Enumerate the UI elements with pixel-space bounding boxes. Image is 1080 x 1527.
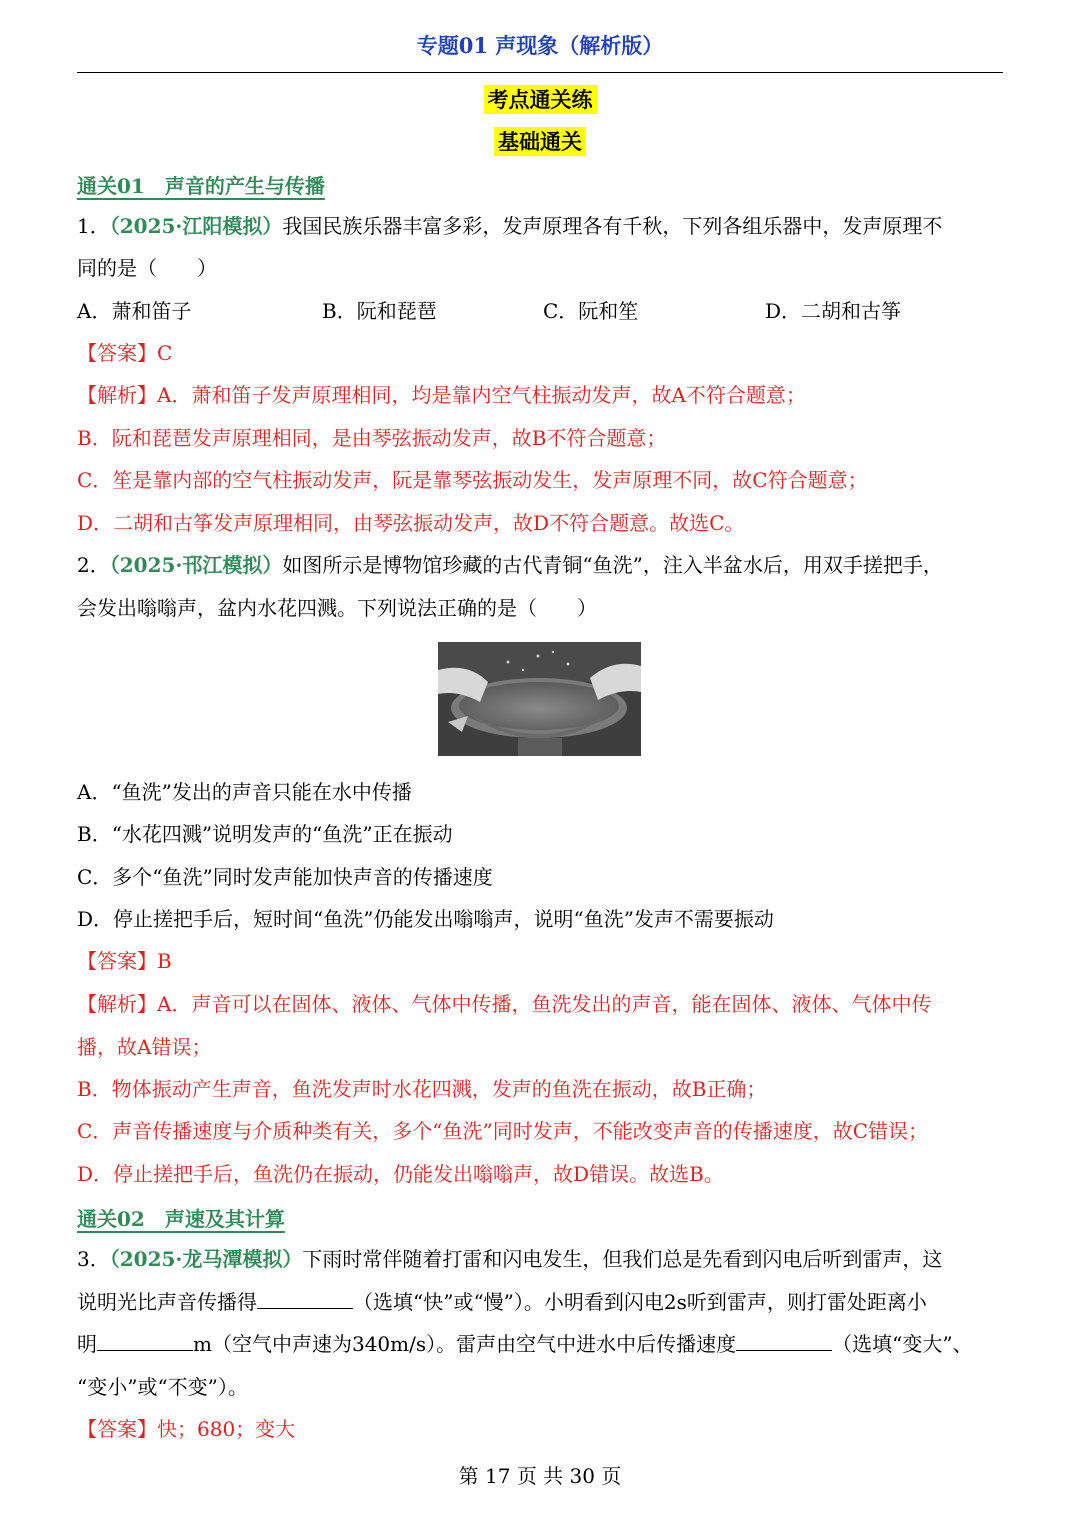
- q1-option-c: C．阮和笙: [543, 299, 639, 323]
- answer-label: 【答案】: [77, 341, 157, 365]
- q1-option-a: A．萧和笛子: [77, 299, 192, 323]
- q2-option-c: C．多个“鱼洗”同时发声能加快声音的传播速度: [77, 865, 493, 889]
- answer-value: C: [157, 341, 173, 365]
- page-header-title: 专题01 声现象（解析版）: [416, 33, 664, 58]
- q2-option-a: A．“鱼洗”发出的声音只能在水中传播: [77, 780, 412, 804]
- question-number: 2．: [77, 553, 110, 577]
- q2-analysis-1: [77, 990, 931, 1018]
- analysis-text: A．声音可以在固体、液体、气体中传播，鱼洗发出的声音，能在固体、液体、气体中传: [157, 992, 932, 1016]
- banner-topic-practice: 考点通关练: [484, 85, 597, 114]
- question-3-line-2: 说明光比声音传播得 （选填“快”或“慢”）。小明看到闪电2s听到雷声，则打雷处距离小: [77, 1290, 927, 1314]
- q1-analysis-2: B．阮和琵琶发声原理相同，是由琴弦振动发声，故B不符合题意；: [77, 426, 667, 450]
- question-3-line-4: “变小”或“不变”）。: [77, 1375, 248, 1399]
- question-1-line-2: 同的是（ ）: [77, 256, 217, 280]
- analysis-label: 【解析】: [77, 992, 157, 1016]
- question-text: 我国民族乐器丰富多彩，发声原理各有千秋，下列各组乐器中，发声原理不: [282, 214, 943, 238]
- fill-blank-3[interactable]: [736, 1332, 832, 1351]
- answer-value: 快；680；变大: [157, 1417, 296, 1441]
- q1-analysis-1: [77, 381, 806, 409]
- question-3-line-1: [77, 1245, 942, 1273]
- q2-answer: [77, 947, 172, 975]
- answer-label: 【答案】: [77, 949, 157, 973]
- question-source: （2025·邗江模拟）: [109, 553, 283, 577]
- question-1-line-1: [77, 212, 942, 240]
- question-text: 下雨时常伴随着打雷和闪电发生，但我们总是先看到闪电后听到雷声，这: [302, 1247, 943, 1271]
- q1-option-d: D．二胡和古筝: [765, 299, 902, 323]
- q2-analysis-4: C．声音传播速度与介质种类有关，多个“鱼洗”同时发声，不能改变声音的传播速度，故C错误；: [77, 1119, 929, 1143]
- header-divider: [77, 72, 1003, 73]
- fill-blank-1[interactable]: [257, 1290, 353, 1309]
- q2-analysis-5: D．停止搓把手后，鱼洗仍在振动，仍能发出嗡嗡声，故D错误。故选B。: [77, 1162, 724, 1186]
- analysis-text: A．萧和笛子发声原理相同，均是靠内空气柱振动发声，故A不符合题意；: [157, 383, 806, 407]
- q3-answer: [77, 1415, 295, 1443]
- question-source: （2025·江阳模拟）: [109, 214, 283, 238]
- question-text: 如图所示是博物馆珍藏的古代青铜“鱼洗”，注入半盆水后，用双手搓把手，: [282, 553, 943, 577]
- page-footer: 第 17 页 共 30 页: [458, 1464, 622, 1488]
- q1-option-b: B．阮和琵琶: [322, 299, 437, 323]
- q2-option-d: D．停止搓把手后，短时间“鱼洗”仍能发出嗡嗡声，说明“鱼洗”发声不需要振动: [77, 907, 774, 931]
- section-heading-2: 通关02 声速及其计算: [77, 1207, 285, 1231]
- q2-analysis-2: 播，故A错误；: [77, 1035, 212, 1059]
- question-2-line-2: 会发出嗡嗡声，盆内水花四溅。下列说法正确的是（ ）: [77, 596, 597, 620]
- question-number: 1．: [77, 214, 110, 238]
- q1-answer: [77, 339, 172, 367]
- analysis-label: 【解析】: [77, 383, 157, 407]
- section-heading-1: 通关01 声音的产生与传播: [77, 174, 325, 198]
- q2-analysis-3: B．物体振动产生声音，鱼洗发声时水花四溅，发声的鱼洗在振动，故B正确；: [77, 1077, 767, 1101]
- question-2-line-1: [77, 551, 943, 579]
- banner-basic: 基础通关: [494, 127, 586, 156]
- q1-analysis-3: C．笙是靠内部的空气柱振动发声，阮是靠琴弦振动发生，发声原理不同，故C符合题意；: [77, 468, 868, 492]
- question-3-line-3: 明 m（空气中声速为340m/s）。雷声由空气中进水中后传播速度 （选填“变大”、: [77, 1332, 973, 1356]
- fill-blank-2[interactable]: [97, 1332, 193, 1351]
- q2-option-b: B．“水花四溅”说明发声的“鱼洗”正在振动: [77, 822, 453, 846]
- q1-analysis-4: D．二胡和古筝发声原理相同，由琴弦振动发声，故D不符合题意。故选C。: [77, 511, 745, 535]
- answer-label: 【答案】: [77, 1417, 157, 1441]
- question-source: （2025·龙马潭模拟）: [109, 1247, 303, 1271]
- question-number: 3．: [77, 1247, 110, 1271]
- answer-value: B: [157, 949, 172, 973]
- fish-basin-photo: [438, 642, 641, 756]
